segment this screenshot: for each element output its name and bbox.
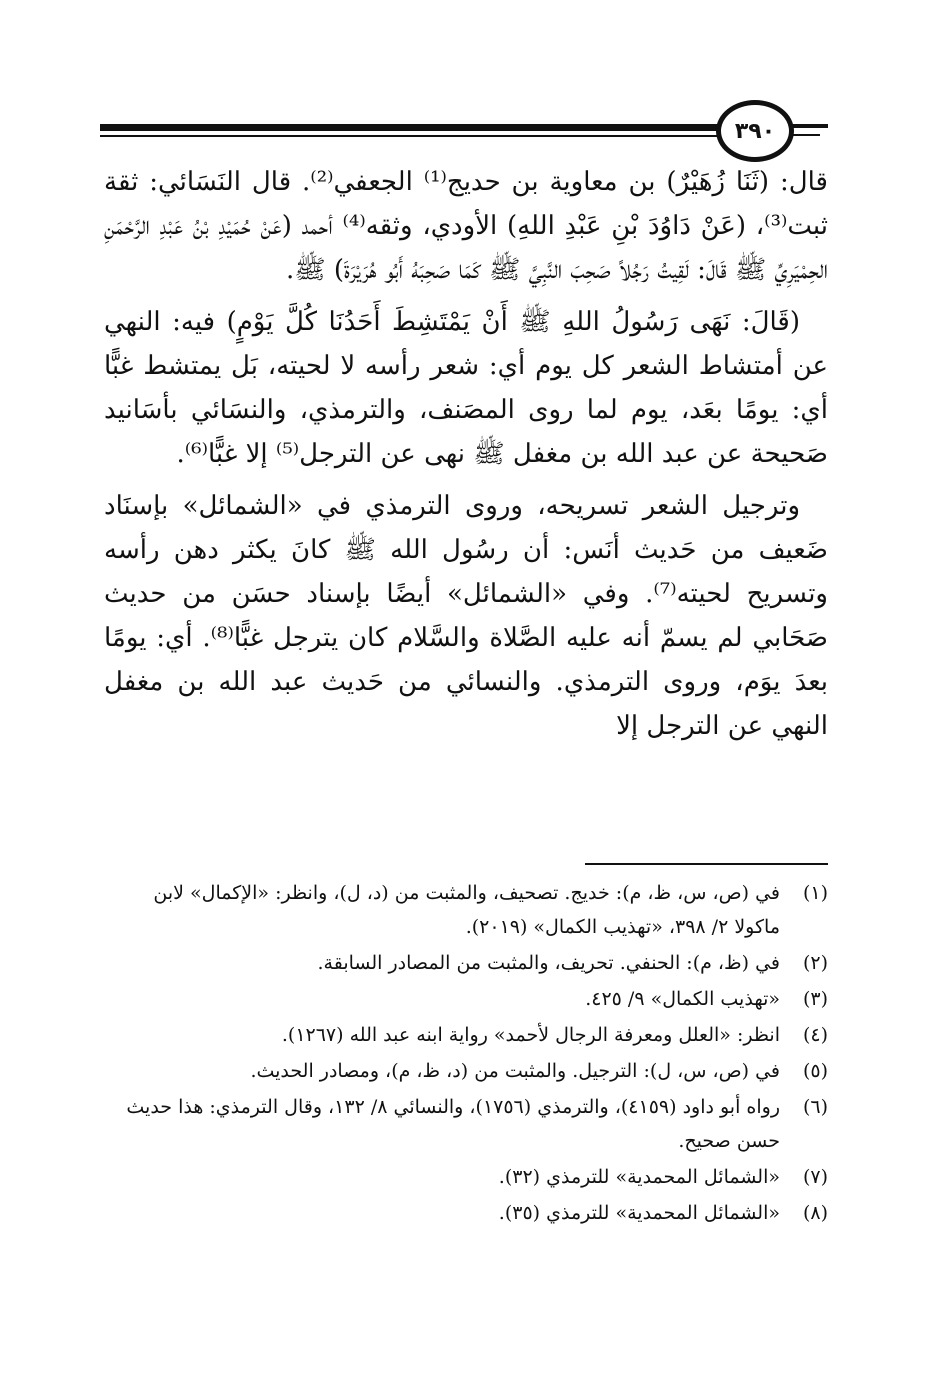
footnote-number: (٥) [802,1060,828,1082]
header-rule-thin [100,135,722,137]
footnote-number: (٦) [802,1096,828,1118]
footnote-text: انظر: «العلل ومعرفة الرجال لأحمد» رواية ابنه عبد الله (١٢٦٧). [281,1024,780,1046]
footnote [104,982,828,1016]
paragraph: (قَالَ: نَهَى رَسُولُ اللهِ ﷺ أَنْ يَمْتَشِطَ أَحَدُنَا كُلَّ يَوْمٍ) فيه: النهي عن أمتشاط الشعر كل يوم أي: شعر رأسه لا لحيته، بَل يمتشط غبًّا أي: يومًا بعَد، يوم لما روى المصَنف، والترمذي، والنسَائي بأسَانيد صَحيحة عن عبد الله بن مغفل ﷺ نهى عن الترجل⁽⁵⁾ إلا غبًّا⁽⁶⁾. [104,307,828,469]
footnote [104,946,828,980]
footnote-text: في (ظ، م): الحنفي. تحريف، والمثبت من المصادر السابقة. [317,952,780,974]
header-rule [100,122,722,142]
page-number: ٣٩٠ [716,100,794,162]
footnote-text: في (ص، س، ل): الترجيل. والمثبت من (د، ظ، م)، ومصادر الحديث. [250,1060,780,1082]
footnote-number: (٣) [802,988,828,1010]
footnote-text: رواه أبو داود (٤١٥٩)، والترمذي (١٧٥٦)، والنسائي ٨/ ١٣٢، وقال الترمذي: هذا حديث حسن صحيح. [126,1096,780,1152]
footnote-text: «الشمائل المحمدية» للترمذي (٣٢). [498,1166,780,1188]
footnote-number: (٨) [802,1202,828,1224]
header-rule-thick [100,124,722,131]
footnote [104,876,828,944]
footnote-text: «الشمائل المحمدية» للترمذي (٣٥). [498,1202,780,1224]
footnotes [104,876,828,1232]
footnote-number: (٧) [802,1166,828,1188]
footnote [104,1196,828,1230]
paragraph: قال: (ثَنَا زُهَيْرٌ) بن معاوية بن حديج⁽¹⁾ الجعفي⁽²⁾. قال النَسَائي: ثقة ثبت⁽³⁾، (عَنْ دَاوُدَ بْنِ عَبْدِ اللهِ) الأودي، وثقه⁽⁴⁾ أحمد (عَنْ حُمَيْدِ بْنُ عَبْدِ الرَّحْمَنِ الحِمْيَرِيِّ ﷺ قَالَ: لَقِيتُ رَجُلاً صَحِبَ النَّبِيَّ ﷺ كَمَا صَحِبَهُ أَبُو هُرَيْرَةَ) ﷺ. [104,167,829,285]
header-rule-right [790,124,828,128]
footnote [104,1160,828,1194]
footnote-number: (١) [802,882,828,904]
footnote-text: «تهذيب الكمال» ٩/ ٤٢٥. [585,988,780,1010]
main-text [104,160,828,756]
footnote [104,1090,828,1158]
paragraph: وترجيل الشعر تسريحه، وروى الترمذي في «الشمائل» بإسنَاد ضَعيف من حَديث أنَس: أن رسُول الله ﷺ كانَ يكثر دهن رأسه وتسريح لحيته⁽⁷⁾. وفي «الشمائل» أيضًا بإسناد حسَن من حديث صَحَابي لم يسمّ أنه عليه الصَّلاة والسَّلام كان يترجل غبًّا⁽⁸⁾. أي: يومًا بعدَ يوَم، وروى الترمذي. والنسائي من حَديث عبد الله بن مغفل النهي عن الترجل إلا [104,491,829,741]
footnote [104,1054,828,1088]
footnote-separator [585,863,828,865]
footnote-number: (٢) [802,952,828,974]
footnote-text: في (ص، س، ظ، م): خديج. تصحيف، والمثبت من (د، ل)، وانظر: «الإكمال» لابن ماكولا ٢/ ٣٩٨، «تهذيب الكمال» (٢٠١٩). [153,882,780,938]
footnote [104,1018,828,1052]
footnote-number: (٤) [802,1024,828,1046]
header-rule-right-thin [790,134,820,136]
